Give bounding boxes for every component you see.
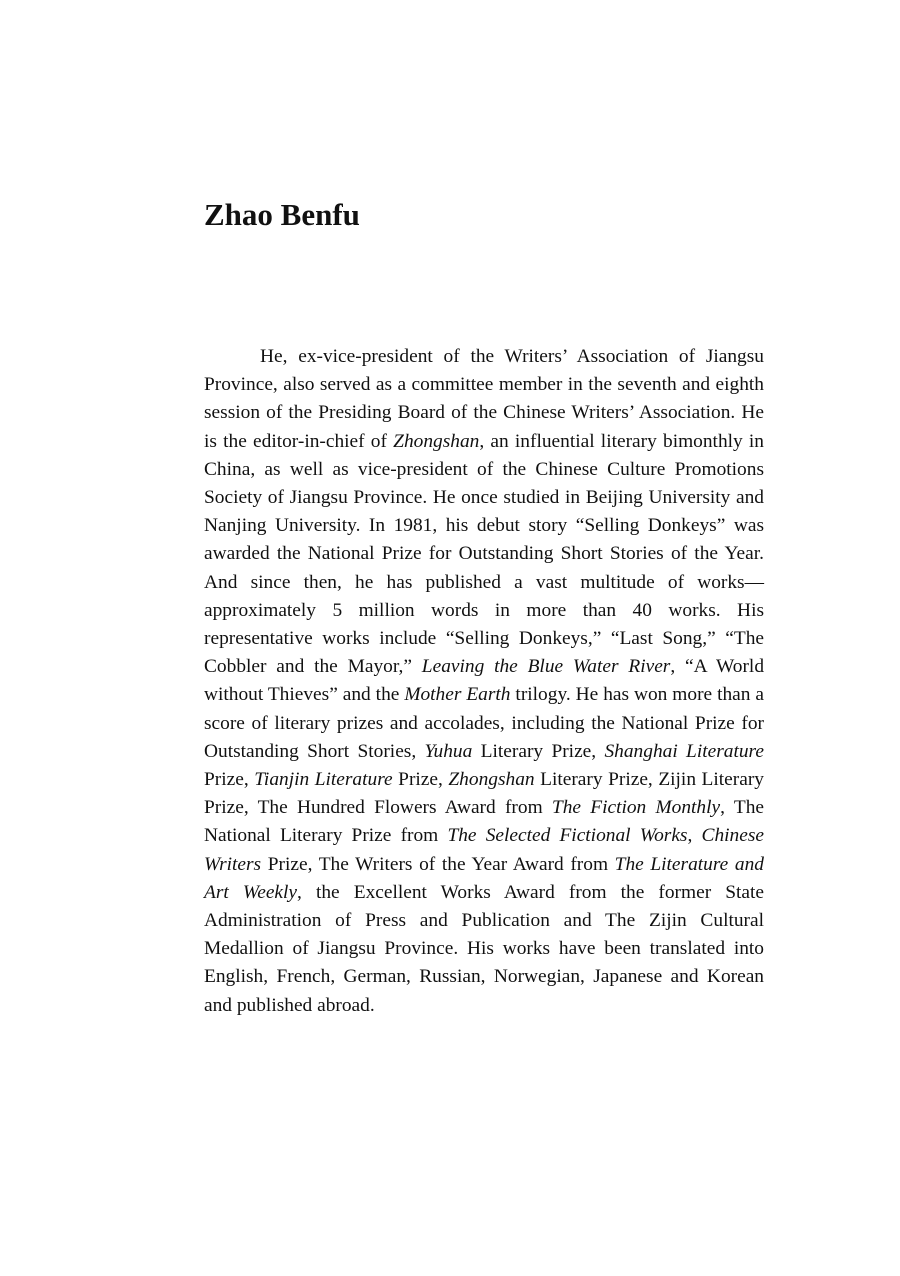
bio-italic-title: Mother Earth <box>404 684 511 706</box>
bio-italic-title: Shanghai Literature <box>604 740 764 762</box>
bio-italic-title: Zhongshan <box>393 430 480 452</box>
bio-italic-title: Yuhua <box>424 740 473 762</box>
bio-segment: Prize, The Writers of the Year Award from <box>261 853 615 875</box>
bio-segment: , “A World without Thieves” and the <box>204 656 765 706</box>
bio-segment: Prize, <box>204 769 255 791</box>
bio-italic-title: Chinese Writers <box>204 825 764 875</box>
bio-segment: Literary Prize, Zijin Literary Prize, The Hundred Flowers Award from <box>204 769 764 819</box>
page-title: Zhao Benfu <box>204 197 360 232</box>
bio-italic-title: Leaving the Blue Water River <box>421 656 671 678</box>
bio-segment: , an influential literary bimonthly in China, as well as vice-president of the Chinese Culture Promotions Society of Jiangsu Province. He once studied in Beijing University and Nanjing University. In 1981, his debut story “Selling Donkeys” was awarded the National Prize for Outstanding Short Stories of the Year. And since then, he has published a vast multitude of works—approximately 5 million words in more than 40 works. His representative works include “Selling Donkeys,” “Last Song,” “The Cobbler and the Mayor,” <box>204 430 764 678</box>
bio-italic-title: Zhongshan <box>448 769 535 791</box>
bio-segment: , The National Literary Prize from <box>204 797 764 847</box>
bio-segment: He, ex-vice-president of the Writers’ Association of Jiangsu Province, also served as a committee member in the seventh and eighth session of the Presiding Board of the Chinese Writers’ Association. He is the editor-in-chief of <box>204 346 764 452</box>
bio-segment: , the Excellent Works Award from the former State Administration of Press and Publication and The Zijin Cultural Medallion of Jiangsu Province. His works have been translated into English, French, German, Russian, Norwegian, Japanese and Korean and published abroad. <box>204 881 765 1016</box>
bio-italic-title: The Literature and Art Weekly <box>204 853 764 903</box>
bio-segment: trilogy. He has won more than a score of literary prizes and accolades, including the National Prize for Outstanding Short Stories, <box>204 684 764 762</box>
biography-paragraph <box>204 343 764 1020</box>
bio-italic-title: Tianjin Literature <box>254 769 393 791</box>
bio-italic-title: The Fiction Monthly <box>551 797 721 819</box>
bio-italic-title: The Selected Fictional Works <box>447 825 688 847</box>
bio-segment: Literary Prize, <box>472 740 605 762</box>
bio-segment: Prize, <box>392 769 449 791</box>
bio-segment: , <box>687 825 702 847</box>
